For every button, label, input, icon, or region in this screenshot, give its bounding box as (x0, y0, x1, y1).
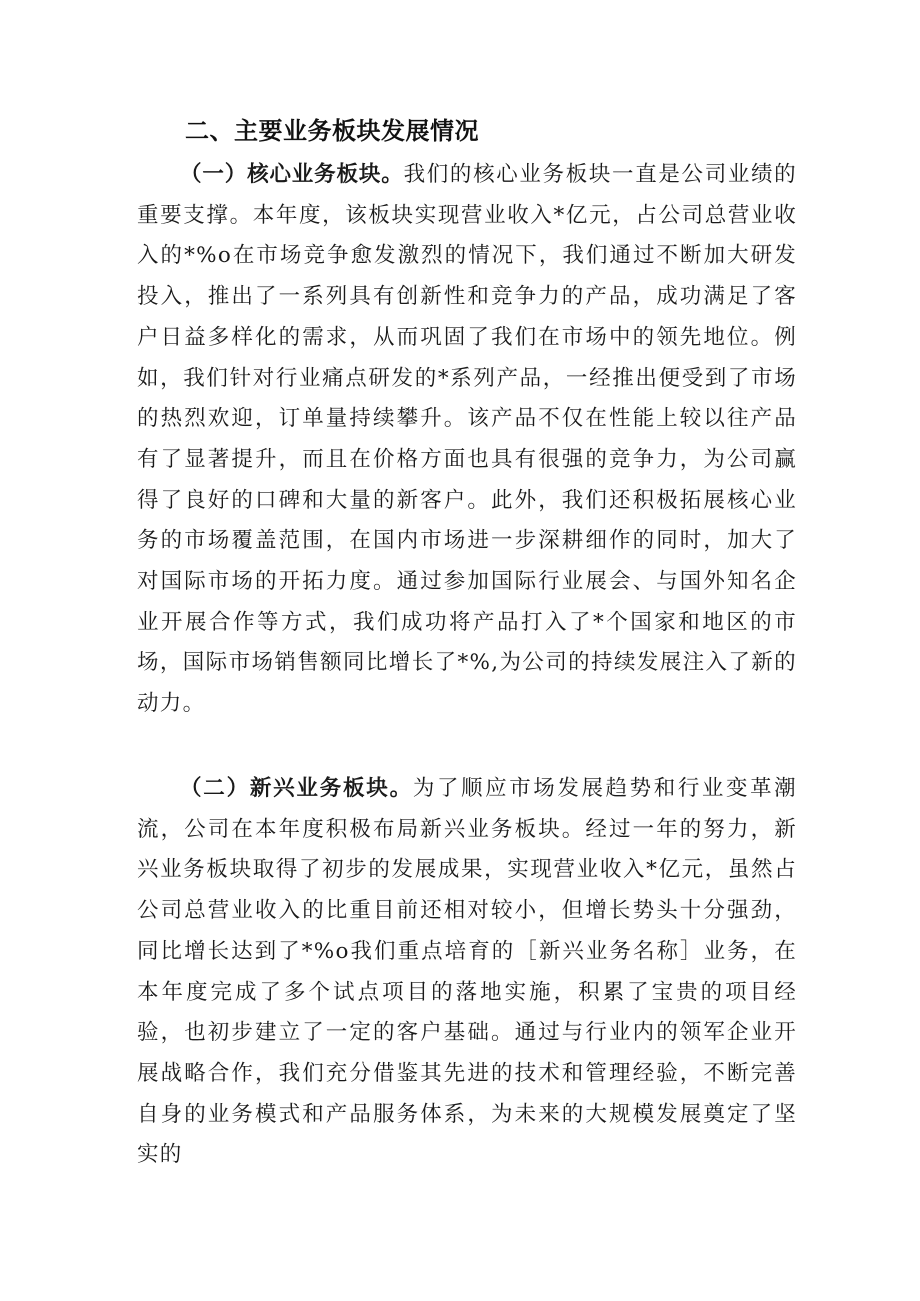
paragraph-emerging-business (137, 769, 797, 1176)
paragraph-body-core-business: 我们的核心业务板块一直是公司业绩的重要支撑。本年度，该板块实现营业收入*亿元，占公司总营业收入的*%o在市场竞争愈发激烈的情况下，我们通过不断加大研发投入，推出了一系列具有创新性和竞争力的产品，成功满足了客户日益多样化的需求，从而巩固了我们在市场中的领先地位。例如，我们针对行业痛点研发的*系列产品，一经推出便受到了市场的热烈欢迎，订单量持续攀升。该产品不仅在性能上较以往产品有了显著提升，而且在价格方面也具有很强的竞争力，为公司赢得了良好的口碑和大量的新客户。此外，我们还积极拓展核心业务的市场覆盖范围，在国内市场进一步深耕细作的同时，加大了对国际市场的开拓力度。通过参加国际行业展会、与国外知名企业开展合作等方式，我们成功将产品打入了*个国家和地区的市场，国际市场销售额同比增长了*%,为公司的持续发展注入了新的动力。 (137, 162, 797, 717)
section-heading: 二、主要业务板块发展情况 (185, 117, 479, 145)
paragraph-core-business (137, 155, 797, 725)
paragraph-label-core-business: （一）核心业务板块。 (180, 162, 404, 187)
paragraph-body-emerging-business: 为了顺应市场发展趋势和行业变革潮流，公司在本年度积极布局新兴业务板块。经过一年的努力，新兴业务板块取得了初步的发展成果，实现营业收入*亿元，虽然占公司总营业收入的比重目前还相对较小，但增长势头十分强劲，同比增长达到了*%o我们重点培育的［新兴业务名称］业务，在本年度完成了多个试点项目的落地实施，积累了宝贵的项目经验，也初步建立了一定的客户基础。通过与行业内的领军企业开展战略合作，我们充分借鉴其先进的技术和管理经验，不断完善自身的业务模式和产品服务体系，为未来的大规模发展奠定了坚实的 (137, 776, 797, 1168)
paragraph-label-emerging-business: （二）新兴业务板块。 (180, 776, 413, 801)
